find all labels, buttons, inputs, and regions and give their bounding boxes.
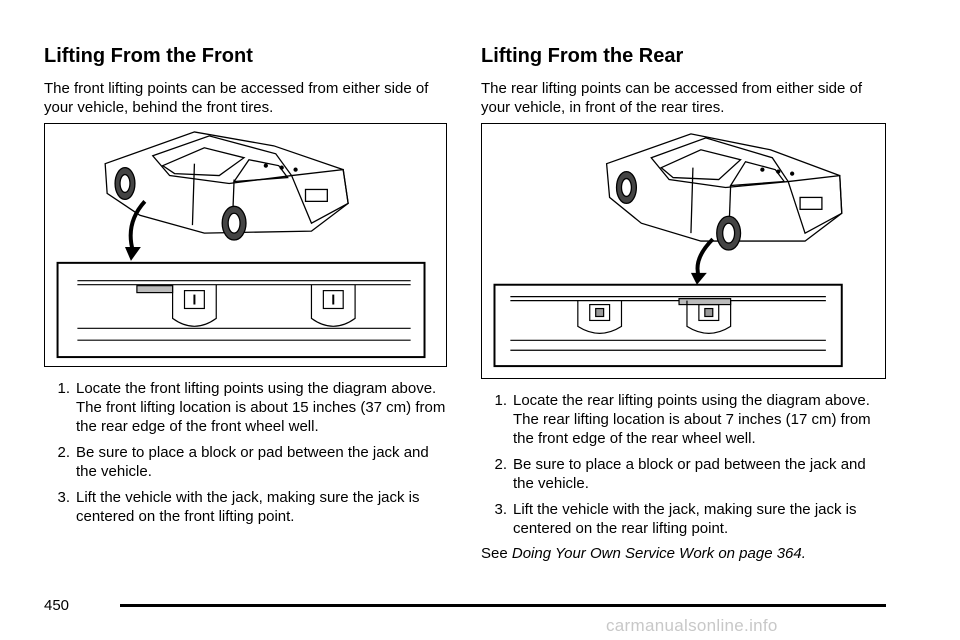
front-intro: The front lifting points can be accessed from either side of your vehicle, behind the front tires. [44, 80, 429, 116]
page-number: 450 [44, 597, 70, 614]
front-heading: Lifting From the Front [44, 45, 253, 67]
rear-lifting-diagram [481, 123, 886, 379]
front-step-3: 3. Lift the vehicle with the jack, making sure the jack is centered on the front lifting point. [57, 489, 420, 525]
rear-section [481, 44, 886, 563]
watermark: carmanualsonline.info [606, 616, 778, 635]
front-step-2: 2. Be sure to place a block or pad between the jack and the vehicle. [57, 444, 429, 480]
front-step-1: 1. Locate the front lifting points using the diagram above. The front lifting location is about 15 inches (37 cm) from the rear edge of the front wheel well. [57, 380, 446, 435]
front-car-illustration [45, 124, 446, 366]
rear-heading: Lifting From the Rear [481, 45, 684, 67]
see-also: See Doing Your Own Service Work on page 364. [481, 545, 806, 562]
front-steps [44, 379, 446, 526]
footer-rule [120, 604, 886, 607]
rear-step-2: 2. Be sure to place a block or pad between the jack and the vehicle. [494, 456, 866, 492]
rear-steps [481, 391, 886, 538]
front-section [44, 44, 446, 533]
front-lifting-diagram [44, 123, 447, 367]
rear-intro: The rear lifting points can be accessed from either side of your vehicle, in front of the rear tires. [481, 80, 863, 116]
rear-step-1: 1. Locate the rear lifting points using the diagram above. The rear lifting location is about 7 inches (17 cm) from the front edge of the rear wheel well. [494, 392, 871, 447]
rear-step-3: 3. Lift the vehicle with the jack, making sure the jack is centered on the rear lifting point. [494, 501, 857, 537]
service-work-link[interactable]: Doing Your Own Service Work on page 364. [511, 545, 806, 562]
rear-car-illustration [482, 124, 885, 378]
